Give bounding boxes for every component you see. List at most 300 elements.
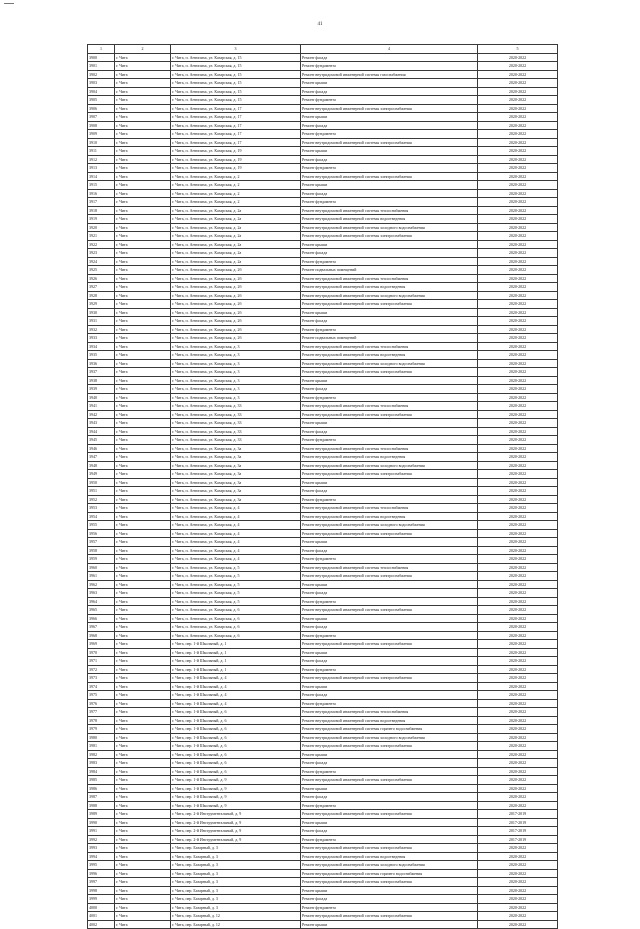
table-row	[88, 716, 558, 725]
municipality-cell: г. Чита	[115, 232, 171, 241]
table-row	[88, 504, 558, 513]
period-cell: 2017-2019	[478, 827, 558, 836]
work-type-cell: Ремонт фундамента	[301, 767, 478, 776]
address-cell: г. Чита, пер. Базарный, д. 3	[171, 869, 301, 878]
municipality-cell: г. Чита	[115, 87, 171, 96]
address-cell: г. Чита, п. Антипиха, ул. Казарская, д. 3	[171, 342, 301, 351]
municipality-cell: г. Чита	[115, 470, 171, 479]
period-cell: 2020-2022	[478, 334, 558, 343]
work-type-cell: Ремонт внутридомовой инженерной системы электроснабжения	[301, 742, 478, 751]
row-number-cell: 3987	[88, 793, 115, 802]
table-row	[88, 427, 558, 436]
municipality-cell: г. Чита	[115, 342, 171, 351]
table-row	[88, 818, 558, 827]
municipality-cell: г. Чита	[115, 495, 171, 504]
address-cell: г. Чита, п. Антипиха, ул. Казарская, д. 2	[171, 181, 301, 190]
municipality-cell: г. Чита	[115, 79, 171, 88]
municipality-cell: г. Чита	[115, 266, 171, 275]
address-cell: г. Чита, пер. 1-й Школьный, д. 4	[171, 682, 301, 691]
municipality-cell: г. Чита	[115, 555, 171, 564]
address-cell: г. Чита, п. Антипиха, ул. Казарская, д. 2	[171, 198, 301, 207]
municipality-cell: г. Чита	[115, 665, 171, 674]
work-type-cell: Ремонт фасада	[301, 793, 478, 802]
period-cell: 2020-2022	[478, 844, 558, 853]
municipality-cell: г. Чита	[115, 903, 171, 912]
row-number-cell: 3984	[88, 767, 115, 776]
work-type-cell: Ремонт внутридомовой инженерной системы холодного водоснабжения	[301, 291, 478, 300]
table-row	[88, 274, 558, 283]
municipality-cell: г. Чита	[115, 631, 171, 640]
period-cell: 2020-2022	[478, 861, 558, 870]
period-cell: 2020-2022	[478, 895, 558, 904]
period-cell: 2020-2022	[478, 215, 558, 224]
row-number-cell: 3975	[88, 691, 115, 700]
table-row	[88, 614, 558, 623]
work-type-cell: Ремонт внутридомовой инженерной системы электроснабжения	[301, 300, 478, 309]
address-cell: г. Чита, п. Антипиха, ул. Казарская, д. 19	[171, 147, 301, 156]
period-cell: 2020-2022	[478, 138, 558, 147]
period-cell: 2020-2022	[478, 291, 558, 300]
work-type-cell: Ремонт внутридомовой инженерной системы теплоснабжения	[301, 274, 478, 283]
table-row	[88, 801, 558, 810]
row-number-cell: 3911	[88, 147, 115, 156]
row-number-cell: 3928	[88, 291, 115, 300]
table-row	[88, 368, 558, 377]
municipality-cell: г. Чита	[115, 249, 171, 258]
municipality-cell: г. Чита	[115, 436, 171, 445]
table-row	[88, 164, 558, 173]
period-cell: 2020-2022	[478, 725, 558, 734]
row-number-cell: 3991	[88, 827, 115, 836]
row-number-cell: 3927	[88, 283, 115, 292]
address-cell: г. Чита, п. Антипиха, ул. Казарская, д. 2б	[171, 308, 301, 317]
col-header-5: 5	[478, 45, 558, 54]
work-type-cell: Ремонт фасада	[301, 121, 478, 130]
table-row	[88, 529, 558, 538]
work-type-cell: Ремонт фундамента	[301, 393, 478, 402]
address-cell: г. Чита, пер. Базарный, д. 3	[171, 895, 301, 904]
table-row	[88, 104, 558, 113]
row-number-cell: 3941	[88, 402, 115, 411]
address-cell: г. Чита, пер. 1-й Школьный, д. 1	[171, 648, 301, 657]
work-type-cell: Ремонт фундамента	[301, 597, 478, 606]
table-row	[88, 597, 558, 606]
work-type-cell: Ремонт фасада	[301, 657, 478, 666]
work-type-cell: Ремонт внутридомовой инженерной системы теплоснабжения	[301, 504, 478, 513]
table-row	[88, 912, 558, 921]
period-cell: 2020-2022	[478, 716, 558, 725]
table-row	[88, 572, 558, 581]
row-number-cell: 3924	[88, 257, 115, 266]
table-row	[88, 869, 558, 878]
row-number-cell: 3998	[88, 886, 115, 895]
period-cell: 2020-2022	[478, 53, 558, 62]
municipality-cell: г. Чита	[115, 699, 171, 708]
row-number-cell: 3921	[88, 232, 115, 241]
period-cell: 2020-2022	[478, 155, 558, 164]
period-cell: 2020-2022	[478, 257, 558, 266]
work-type-cell: Ремонт крыши	[301, 784, 478, 793]
municipality-cell: г. Чита	[115, 691, 171, 700]
municipality-cell: г. Чита	[115, 96, 171, 105]
work-type-cell: Ремонт крыши	[301, 818, 478, 827]
municipality-cell: г. Чита	[115, 538, 171, 547]
municipality-cell: г. Чита	[115, 580, 171, 589]
municipality-cell: г. Чита	[115, 317, 171, 326]
row-number-cell: 3966	[88, 614, 115, 623]
address-cell: г. Чита, п. Антипиха, ул. Казарская, д. 17	[171, 121, 301, 130]
address-cell: г. Чита, п. Антипиха, ул. Казарская, д. 5	[171, 572, 301, 581]
work-type-cell: Ремонт крыши	[301, 376, 478, 385]
address-cell: г. Чита, п. Антипиха, ул. Казарская, д. 6	[171, 614, 301, 623]
municipality-cell: г. Чита	[115, 172, 171, 181]
period-cell: 2020-2022	[478, 376, 558, 385]
municipality-cell: г. Чита	[115, 274, 171, 283]
address-cell: г. Чита, п. Антипиха, ул. Казарская, д. 3а	[171, 444, 301, 453]
address-cell: г. Чита, п. Антипиха, ул. Казарская, д. 2б	[171, 274, 301, 283]
work-type-cell: Ремонт внутридомовой инженерной системы теплоснабжения	[301, 206, 478, 215]
row-number-cell: 3922	[88, 240, 115, 249]
address-cell: г. Чита, пер. 2-й Инструментальный, д. 9	[171, 818, 301, 827]
municipality-cell: г. Чита	[115, 716, 171, 725]
row-number-cell: 3943	[88, 419, 115, 428]
work-type-cell: Ремонт крыши	[301, 750, 478, 759]
row-number-cell: 3926	[88, 274, 115, 283]
period-cell: 2020-2022	[478, 121, 558, 130]
municipality-cell: г. Чита	[115, 801, 171, 810]
period-cell: 2020-2022	[478, 79, 558, 88]
row-number-cell: 3933	[88, 334, 115, 343]
table-row	[88, 810, 558, 819]
table-row	[88, 53, 558, 62]
work-type-cell: Ремонт внутридомовой инженерной системы электроснабжения	[301, 232, 478, 241]
municipality-cell: г. Чита	[115, 359, 171, 368]
municipality-cell: г. Чита	[115, 189, 171, 198]
municipality-cell: г. Чита	[115, 895, 171, 904]
municipality-cell: г. Чита	[115, 53, 171, 62]
work-type-cell: Ремонт внутридомовой инженерной системы электроснабжения	[301, 410, 478, 419]
work-type-cell: Ремонт фасада	[301, 589, 478, 598]
table-row	[88, 750, 558, 759]
municipality-cell: г. Чита	[115, 461, 171, 470]
address-cell: г. Чита, п. Антипиха, ул. Казарская, д. 3а	[171, 487, 301, 496]
address-cell: г. Чита, пер. Базарный, д. 3	[171, 886, 301, 895]
work-type-cell: Ремонт внутридомовой инженерной системы водоотведения	[301, 852, 478, 861]
work-type-cell: Ремонт внутридомовой инженерной системы холодного водоснабжения	[301, 733, 478, 742]
work-type-cell: Ремонт фасада	[301, 623, 478, 632]
work-type-cell: Ремонт крыши	[301, 538, 478, 547]
municipality-cell: г. Чита	[115, 155, 171, 164]
period-cell: 2020-2022	[478, 589, 558, 598]
table-row	[88, 70, 558, 79]
work-type-cell: Ремонт фасада	[301, 385, 478, 394]
table-row	[88, 130, 558, 139]
municipality-cell: г. Чита	[115, 614, 171, 623]
row-number-cell: 3988	[88, 801, 115, 810]
municipality-cell: г. Чита	[115, 606, 171, 615]
municipality-cell: г. Чита	[115, 793, 171, 802]
table-row	[88, 232, 558, 241]
scan-corner-mark	[4, 3, 14, 4]
period-cell: 2020-2022	[478, 206, 558, 215]
row-number-cell: 3965	[88, 606, 115, 615]
municipality-cell: г. Чита	[115, 376, 171, 385]
period-cell: 2020-2022	[478, 767, 558, 776]
municipality-cell: г. Чита	[115, 291, 171, 300]
row-number-cell: 3942	[88, 410, 115, 419]
col-header-4: 4	[301, 45, 478, 54]
address-cell: г. Чита, п. Антипиха, ул. Казарская, д. 2	[171, 172, 301, 181]
address-cell: г. Чита, п. Антипиха, ул. Казарская, д. 33	[171, 427, 301, 436]
municipality-cell: г. Чита	[115, 206, 171, 215]
row-number-cell: 3978	[88, 716, 115, 725]
row-number-cell: 3929	[88, 300, 115, 309]
address-cell: г. Чита, п. Антипиха, ул. Казарская, д. 5	[171, 597, 301, 606]
period-cell: 2020-2022	[478, 368, 558, 377]
period-cell: 2020-2022	[478, 351, 558, 360]
row-number-cell: 3944	[88, 427, 115, 436]
table-row	[88, 733, 558, 742]
period-cell: 2020-2022	[478, 308, 558, 317]
table-row	[88, 87, 558, 96]
address-cell: г. Чита, п. Антипиха, ул. Казарская, д. 2б	[171, 317, 301, 326]
work-type-cell: Ремонт внутридомовой инженерной системы горячего водоснабжения	[301, 725, 478, 734]
period-cell: 2020-2022	[478, 189, 558, 198]
table-row	[88, 623, 558, 632]
table-row	[88, 198, 558, 207]
table-row	[88, 138, 558, 147]
address-cell: г. Чита, пер. Базарный, д. 3	[171, 878, 301, 887]
table-row	[88, 79, 558, 88]
period-cell: 2020-2022	[478, 240, 558, 249]
work-type-cell: Ремонт внутридомовой инженерной системы электроснабжения	[301, 844, 478, 853]
row-number-cell: 3902	[88, 70, 115, 79]
table-row	[88, 317, 558, 326]
table-row	[88, 495, 558, 504]
period-cell: 2020-2022	[478, 300, 558, 309]
address-cell: г. Чита, пер. 1-й Школьный, д. 6	[171, 750, 301, 759]
table-row	[88, 844, 558, 853]
address-cell: г. Чита, п. Антипиха, ул. Казарская, д. 2	[171, 189, 301, 198]
row-number-cell: 3909	[88, 130, 115, 139]
work-type-cell: Ремонт фасада	[301, 546, 478, 555]
period-cell: 2020-2022	[478, 691, 558, 700]
row-number-cell: 3986	[88, 784, 115, 793]
work-type-cell: Ремонт внутридомовой инженерной системы электроснабжения	[301, 878, 478, 887]
address-cell: г. Чита, пер. 1-й Школьный, д. 1	[171, 640, 301, 649]
municipality-cell: г. Чита	[115, 844, 171, 853]
work-type-cell: Ремонт внутридомовой инженерной системы горячего водоснабжения	[301, 869, 478, 878]
row-number-cell: 3934	[88, 342, 115, 351]
period-cell: 2020-2022	[478, 793, 558, 802]
municipality-cell: г. Чита	[115, 325, 171, 334]
address-cell: г. Чита, пер. 1-й Школьный, д. 6	[171, 733, 301, 742]
table-row	[88, 172, 558, 181]
period-cell: 2020-2022	[478, 266, 558, 275]
row-number-cell: 3954	[88, 512, 115, 521]
address-cell: г. Чита, п. Антипиха, ул. Казарская, д. 15	[171, 53, 301, 62]
row-number-cell: 3996	[88, 869, 115, 878]
municipality-cell: г. Чита	[115, 657, 171, 666]
address-cell: г. Чита, пер. 1-й Школьный, д. 4	[171, 699, 301, 708]
table-row	[88, 461, 558, 470]
address-cell: г. Чита, п. Антипиха, ул. Казарская, д. 17	[171, 104, 301, 113]
table-row	[88, 181, 558, 190]
address-cell: г. Чита, п. Антипиха, ул. Казарская, д. 4	[171, 555, 301, 564]
table-row	[88, 215, 558, 224]
municipality-cell: г. Чита	[115, 674, 171, 683]
row-number-cell: 3938	[88, 376, 115, 385]
period-cell: 2020-2022	[478, 495, 558, 504]
address-cell: г. Чита, п. Антипиха, ул. Казарская, д. 33	[171, 410, 301, 419]
table-row	[88, 827, 558, 836]
work-type-cell: Ремонт фундамента	[301, 555, 478, 564]
period-cell: 2020-2022	[478, 563, 558, 572]
address-cell: г. Чита, п. Антипиха, ул. Казарская, д. 6	[171, 631, 301, 640]
work-type-cell: Ремонт внутридомовой инженерной системы теплоснабжения	[301, 563, 478, 572]
work-type-cell: Ремонт фундамента	[301, 257, 478, 266]
period-cell: 2020-2022	[478, 87, 558, 96]
period-cell: 2020-2022	[478, 359, 558, 368]
address-cell: г. Чита, пер. Базарный, д. 3	[171, 861, 301, 870]
work-type-cell: Ремонт фасада	[301, 155, 478, 164]
work-type-cell: Ремонт внутридомовой инженерной системы холодного водоснабжения	[301, 861, 478, 870]
row-number-cell: 3981	[88, 742, 115, 751]
row-number-cell: 3940	[88, 393, 115, 402]
table-row	[88, 665, 558, 674]
row-number-cell: 3995	[88, 861, 115, 870]
address-cell: г. Чита, п. Антипиха, ул. Казарская, д. 2б	[171, 283, 301, 292]
row-number-cell: 3900	[88, 53, 115, 62]
row-number-cell: 3959	[88, 555, 115, 564]
row-number-cell: 3985	[88, 776, 115, 785]
table-row	[88, 674, 558, 683]
period-cell: 2020-2022	[478, 674, 558, 683]
municipality-cell: г. Чита	[115, 138, 171, 147]
address-cell: г. Чита, пер. 2-й Инструментальный, д. 9	[171, 827, 301, 836]
address-cell: г. Чита, п. Антипиха, ул. Казарская, д. 2а	[171, 215, 301, 224]
work-type-cell: Ремонт внутридомовой инженерной системы электроснабжения	[301, 104, 478, 113]
work-type-cell: Ремонт внутридомовой инженерной системы электроснабжения	[301, 606, 478, 615]
row-number-cell: 4002	[88, 920, 115, 929]
period-cell: 2020-2022	[478, 249, 558, 258]
address-cell: г. Чита, п. Антипиха, ул. Казарская, д. 5	[171, 589, 301, 598]
address-cell: г. Чита, п. Антипиха, ул. Казарская, д. 2б	[171, 334, 301, 343]
period-cell: 2020-2022	[478, 402, 558, 411]
table-row	[88, 708, 558, 717]
work-type-cell: Ремонт внутридомовой инженерной системы водоотведения	[301, 453, 478, 462]
work-type-cell: Ремонт крыши	[301, 478, 478, 487]
period-cell: 2020-2022	[478, 198, 558, 207]
work-type-cell: Ремонт фундамента	[301, 96, 478, 105]
address-cell: г. Чита, п. Антипиха, ул. Казарская, д. 19	[171, 155, 301, 164]
row-number-cell: 3932	[88, 325, 115, 334]
table-row	[88, 487, 558, 496]
work-type-cell: Ремонт внутридомовой инженерной системы электроснабжения	[301, 912, 478, 921]
work-type-cell: Ремонт фундамента	[301, 835, 478, 844]
address-cell: г. Чита, пер. Базарный, д. 3	[171, 852, 301, 861]
address-cell: г. Чита, п. Антипиха, ул. Казарская, д. 3а	[171, 495, 301, 504]
row-number-cell: 3997	[88, 878, 115, 887]
address-cell: г. Чита, п. Антипиха, ул. Казарская, д. 2а	[171, 232, 301, 241]
table-row	[88, 767, 558, 776]
period-cell: 2020-2022	[478, 172, 558, 181]
address-cell: г. Чита, п. Антипиха, ул. Казарская, д. 17	[171, 138, 301, 147]
page-number: 41	[317, 22, 323, 27]
municipality-cell: г. Чита	[115, 827, 171, 836]
table-row	[88, 538, 558, 547]
period-cell: 2020-2022	[478, 70, 558, 79]
period-cell: 2020-2022	[478, 614, 558, 623]
work-type-cell: Ремонт фундамента	[301, 495, 478, 504]
row-number-cell: 3912	[88, 155, 115, 164]
table-row	[88, 631, 558, 640]
period-cell: 2020-2022	[478, 529, 558, 538]
municipality-cell: г. Чита	[115, 453, 171, 462]
municipality-cell: г. Чита	[115, 750, 171, 759]
row-number-cell: 3945	[88, 436, 115, 445]
municipality-cell: г. Чита	[115, 181, 171, 190]
period-cell: 2020-2022	[478, 852, 558, 861]
municipality-cell: г. Чита	[115, 818, 171, 827]
table-row	[88, 580, 558, 589]
work-type-cell: Ремонт внутридомовой инженерной системы водоотведения	[301, 716, 478, 725]
work-type-cell: Ремонт крыши	[301, 580, 478, 589]
repair-registry-table	[87, 44, 558, 929]
table-body	[88, 53, 558, 929]
table-row	[88, 291, 558, 300]
work-type-cell: Ремонт фасада	[301, 87, 478, 96]
municipality-cell: г. Чита	[115, 725, 171, 734]
work-type-cell: Ремонт внутридомовой инженерной системы теплоснабжения	[301, 708, 478, 717]
address-cell: г. Чита, п. Антипиха, ул. Казарская, д. 4	[171, 529, 301, 538]
row-number-cell: 3904	[88, 87, 115, 96]
period-cell: 2020-2022	[478, 682, 558, 691]
address-cell: г. Чита, п. Антипиха, ул. Казарская, д. 15	[171, 79, 301, 88]
address-cell: г. Чита, п. Антипиха, ул. Казарская, д. 4	[171, 538, 301, 547]
address-cell: г. Чита, пер. Базарный, д. 12	[171, 912, 301, 921]
row-number-cell: 3956	[88, 529, 115, 538]
address-cell: г. Чита, пер. 1-й Школьный, д. 6	[171, 742, 301, 751]
period-cell: 2020-2022	[478, 164, 558, 173]
row-number-cell: 3979	[88, 725, 115, 734]
work-type-cell: Ремонт крыши	[301, 113, 478, 122]
municipality-cell: г. Чита	[115, 810, 171, 819]
address-cell: г. Чита, п. Антипиха, ул. Казарская, д. 33	[171, 402, 301, 411]
address-cell: г. Чита, п. Антипиха, ул. Казарская, д. 2а	[171, 249, 301, 258]
row-number-cell: 3946	[88, 444, 115, 453]
table-row	[88, 308, 558, 317]
row-number-cell: 3916	[88, 189, 115, 198]
address-cell: г. Чита, пер. 1-й Школьный, д. 1	[171, 665, 301, 674]
municipality-cell: г. Чита	[115, 419, 171, 428]
municipality-cell: г. Чита	[115, 912, 171, 921]
table-row	[88, 657, 558, 666]
row-number-cell: 3992	[88, 835, 115, 844]
row-number-cell: 3977	[88, 708, 115, 717]
period-cell: 2020-2022	[478, 104, 558, 113]
address-cell: г. Чита, п. Антипиха, ул. Казарская, д. 3	[171, 351, 301, 360]
address-cell: г. Чита, пер. 1-й Школьный, д. 4	[171, 691, 301, 700]
period-cell: 2020-2022	[478, 419, 558, 428]
municipality-cell: г. Чита	[115, 920, 171, 929]
col-header-2: 2	[115, 45, 171, 54]
address-cell: г. Чита, пер. 1-й Школьный, д. 1	[171, 657, 301, 666]
address-cell: г. Чита, п. Антипиха, ул. Казарская, д. 2а	[171, 223, 301, 232]
period-cell: 2020-2022	[478, 759, 558, 768]
row-number-cell: 3963	[88, 589, 115, 598]
work-type-cell: Ремонт фундамента	[301, 325, 478, 334]
